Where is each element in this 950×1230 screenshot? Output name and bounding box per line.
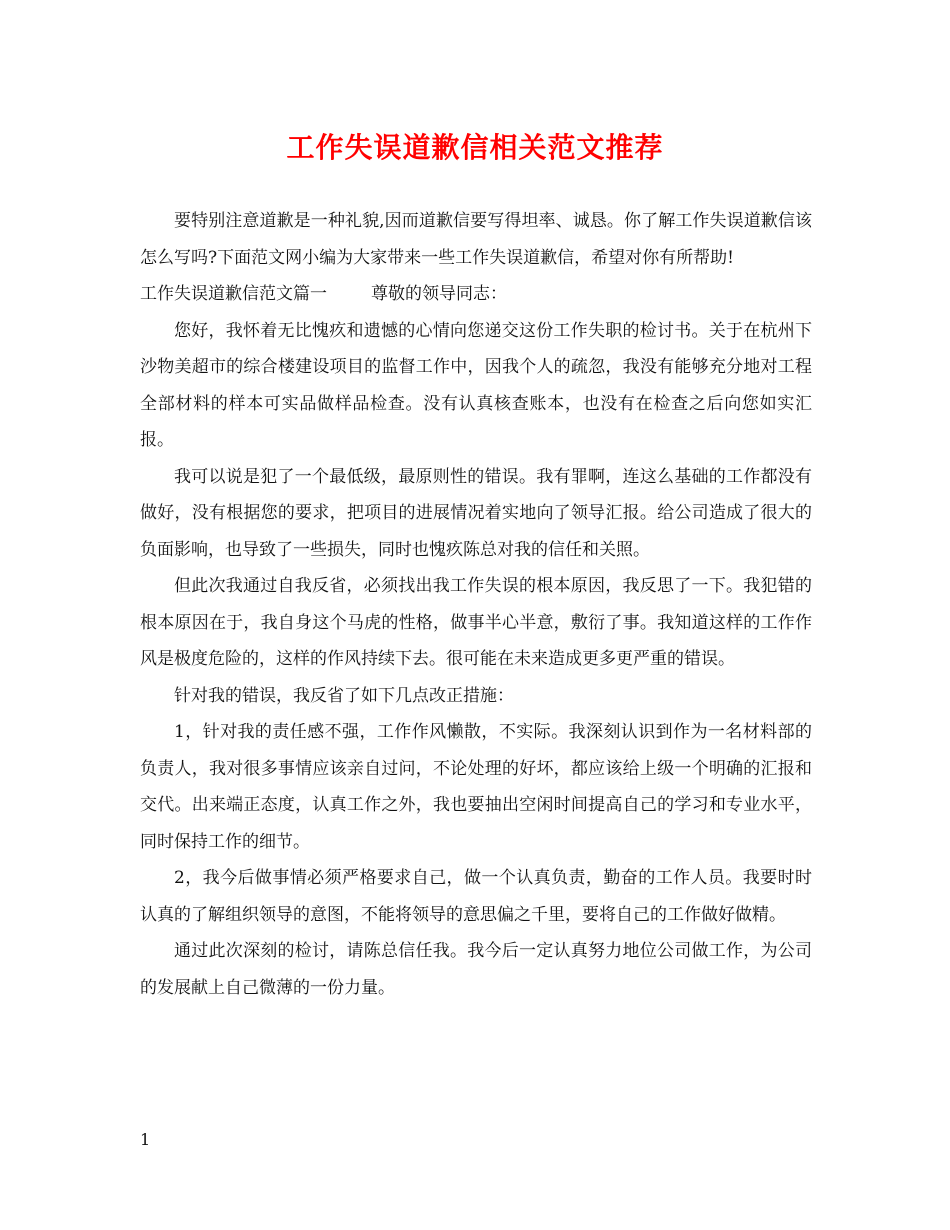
- body-paragraph: 2，我今后做事情必须严格要求自己，做一个认真负责，勤奋的工作人员。我要时时认真的了解组织领导的意图，不能将领导的意思偏之千里，要将自己的工作做好做精。: [140, 868, 812, 925]
- body-paragraph: 我可以说是犯了一个最低级，最原则性的错误。我有罪啊，连这么基础的工作都没有做好，没有根据您的要求，把项目的进展情况着实地向了领导汇报。给公司造成了很大的负面影响，也导致了一些损失，同时也愧疚陈总对我的信任和关照。: [140, 466, 812, 560]
- body-paragraph: 1，针对我的责任感不强，工作作风懒散，不实际。我深刻认识到作为一名材料部的负责人，我对很多事情应该亲自过问，不论处理的好坏，都应该给上级一个明确的汇报和交代。出来端正态度，认真工作之外，我也要抽出空闲时间提高自己的学习和专业水平，同时保持工作的细节。: [140, 722, 812, 852]
- salutation: 尊敬的领导同志：: [371, 284, 507, 304]
- section-heading-line: [140, 276, 812, 313]
- section-heading: 工作失误道歉信范文篇一: [140, 284, 327, 304]
- body-paragraph: 针对我的错误，我反省了如下几点改正措施：: [174, 685, 514, 706]
- body-paragraph: 通过此次深刻的检讨，请陈总信任我。我今后一定认真努力地位公司做工作，为公司的发展献上自己微薄的一份力量。: [140, 941, 812, 998]
- body-paragraph: 您好，我怀着无比愧疚和遗憾的心情向您递交这份工作失职的检讨书。关于在杭州下沙物美超市的综合楼建设项目的监督工作中，因我个人的疏忽，我没有能够充分地对工程全部材料的样本可实品做样品检查。没有认真核查账本，也没有在检查之后向您如实汇报。: [140, 320, 812, 450]
- document-body: [140, 203, 812, 1006]
- intro-paragraph: 要特别注意道歉是一种礼貌,因而道歉信要写得坦率、诚恳。你了解工作失误道歉信该怎么写吗?下面范文网小编为大家带来一些工作失误道歉信，希望对你有所帮助!: [140, 211, 812, 268]
- body-paragraph: 但此次我通过自我反省，必须找出我工作失误的根本原因，我反思了一下。我犯错的根本原因在于，我自身这个马虎的性格，做事半心半意，敷衍了事。我知道这样的工作作风是极度危险的，这样的作风持续下去。很可能在未来造成更多更严重的错误。: [140, 576, 812, 669]
- page-number: 1: [140, 1130, 151, 1149]
- document-title: 工作失误道歉信相关范文推荐: [286, 131, 664, 164]
